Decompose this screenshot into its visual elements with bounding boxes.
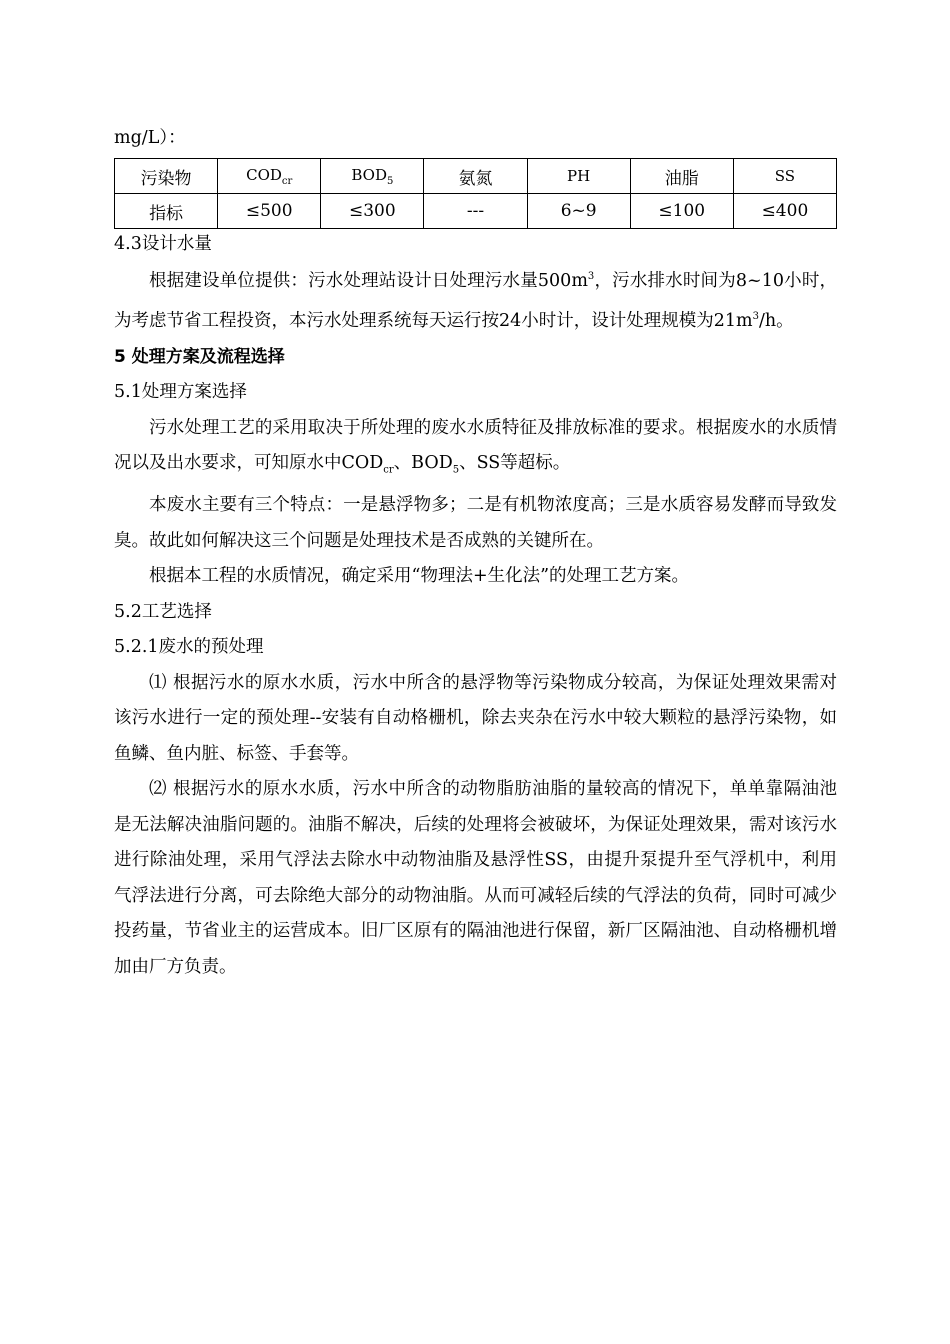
paragraph-process-plan: 根据本工程的水质情况，确定采用“物理法+生化法”的处理工艺方案。 (149, 566, 690, 587)
header-cell-ph: PH (527, 159, 630, 194)
section-heading-4-3: 4.3设计水量 (114, 234, 212, 254)
row-cell-bod: ≤300 (321, 194, 424, 229)
paragraph-process-selection: 污水处理工艺的采用取决于所处理的废水水质特征及排放标准的要求。根据废水的水质情况以及出水要求，可知原水中$COD_{cr}$、$BOD_5$、SS等超标。 (114, 417, 837, 476)
header-cell-ammonia: 氨氮 (424, 159, 527, 194)
header-cell-oil: 油脂 (630, 159, 733, 194)
paragraph-pretreatment-1: ⑴ 根据污水的原水水质，污水中所含的悬浮物等污染物成分较高，为保证处理效果需对该污水进行一定的预处理--安装有自动格栅机，除去夹杂在污水中较大颗粒的悬浮污染物，如鱼鳞、鱼内脏、标签、手套等。 (114, 672, 837, 764)
header-cell-pollutant: 污染物 (115, 159, 218, 194)
row-cell-ammonia: --- (424, 194, 527, 229)
header-cell-bod: $BOD_5$ (321, 159, 424, 194)
header-cell-ss: SS (733, 159, 836, 194)
row-cell-ph: 6~9 (527, 194, 630, 229)
section-heading-5-2: 5.2工艺选择 (114, 601, 212, 622)
header-cell-cod: $COD_{cr}$ (218, 159, 321, 194)
section-heading-5: 5 处理方案及流程选择 (114, 346, 285, 367)
table-header-row (115, 159, 837, 194)
row-cell-cod: ≤500 (218, 194, 321, 229)
row-cell-ss: ≤400 (733, 194, 836, 229)
paragraph-pretreatment-2: ⑵ 根据污水的原水水质，污水中所含的动物脂肪油脂的量较高的情况下，单单靠隔油池是无法解决油脂问题的。油脂不解决，后续的处理将会被破坏，为保证处理效果，需对该污水进行除油处理，采用气浮法去除水中动物油脂及悬浮性SS，由提升泵提升至气浮机中，利用气浮法进行分离，可去除绝大部分的动物油脂。从而可减轻后续的气浮法的负荷，同时可减少投药量，节省业主的运营成本。旧厂区原有的隔油池进行保留，新厂区隔油池、自动格栅机增加由厂方负责。 (114, 779, 837, 977)
row-cell-label: 指标 (115, 194, 218, 229)
pollutant-table (114, 158, 837, 229)
section-heading-5-2-1: 5.2.1废水的预处理 (114, 637, 264, 658)
paragraph-design-volume: 根据建设单位提供：污水处理站设计日处理污水量$500m^3$，污水排水时间为8~10小时，为考虑节省工程投资，本污水处理系统每天运行按24小时计，设计处理规模为$21m^3/h$。 (114, 270, 837, 332)
paragraph-wastewater-features: 本废水主要有三个特点：一是悬浮物多；二是有机物浓度高；三是水质容易发酵而导致发臭。故此如何解决这三个问题是处理技术是否成熟的关键所在。 (114, 495, 837, 551)
row-cell-oil: ≤100 (630, 194, 733, 229)
document-page (114, 122, 837, 985)
table-row (115, 194, 837, 229)
section-heading-5-1: 5.1处理方案选择 (114, 382, 247, 403)
intro-line: mg/L）： (114, 128, 186, 148)
